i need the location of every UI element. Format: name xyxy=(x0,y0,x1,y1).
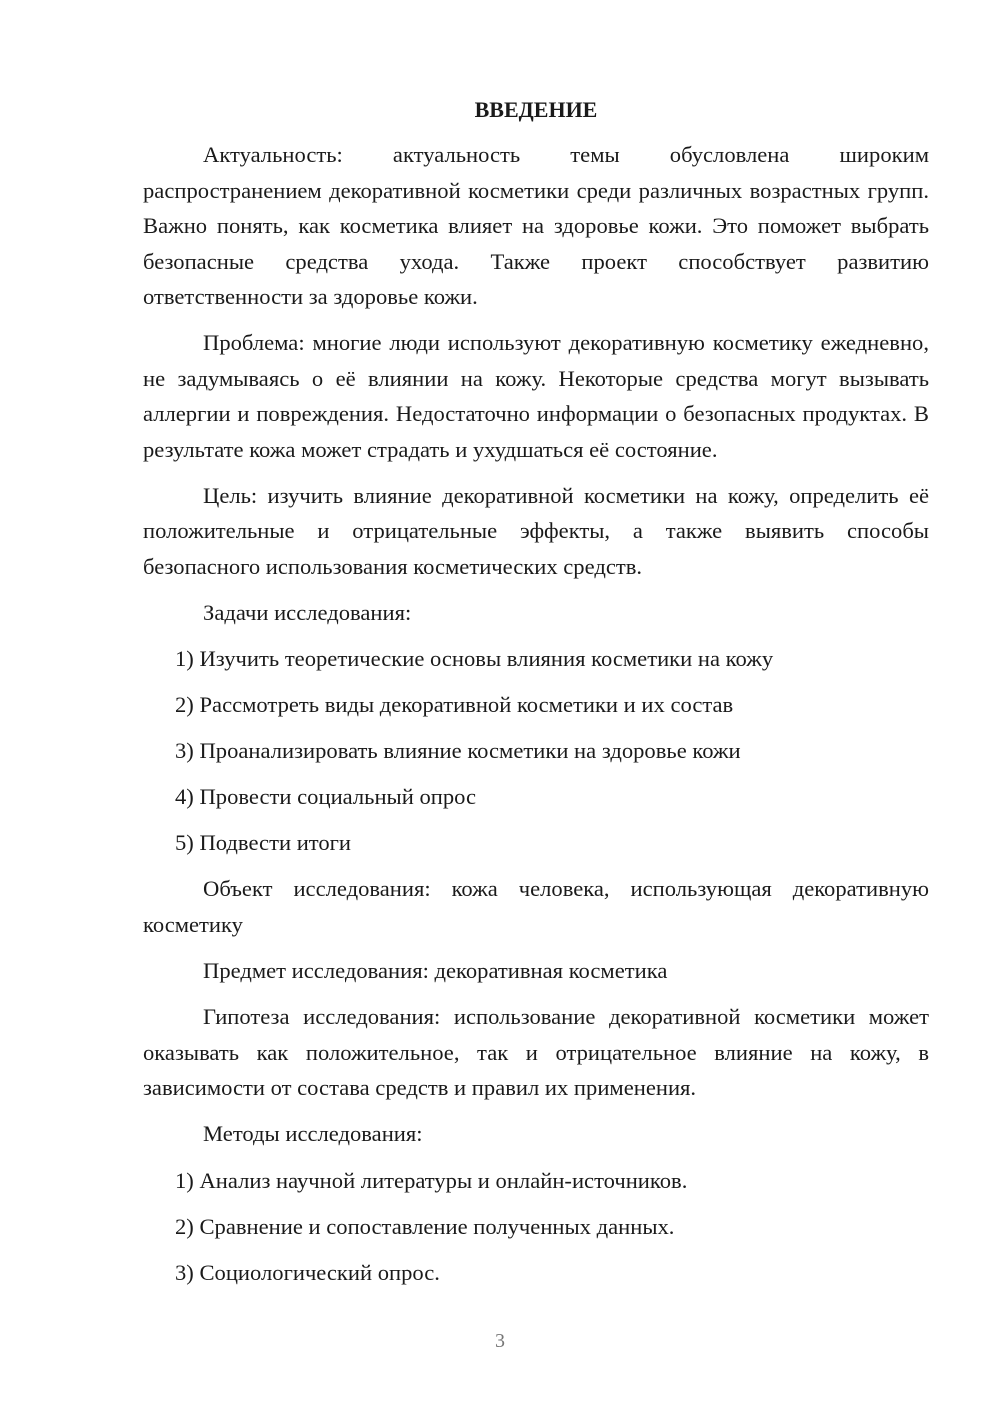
subject-paragraph: Предмет исследования: декоративная косметика xyxy=(203,957,668,983)
task-item: 4) Провести социальный опрос xyxy=(175,784,477,809)
goal-paragraph: Цель: изучить влияние декоративной косметики на кожу, определить её положительные и отрицательные эффекты, а также выявить способы безопасного использования косметических средств. xyxy=(143,482,929,579)
method-item: 1) Анализ научной литературы и онлайн-источников. xyxy=(175,1167,688,1193)
task-item: 3) Проанализировать влияние косметики на здоровье кожи xyxy=(175,738,741,763)
hypothesis-paragraph: Гипотеза исследования: использование декоративной косметики может оказывать как положительное, так и отрицательное влияние на кожу, в зависимости от состава средств и правил их применения. xyxy=(143,1004,929,1100)
task-item: 2) Рассмотреть виды декоративной косметики и их состав xyxy=(175,692,734,717)
task-item: 1) Изучить теоретические основы влияния косметики на кожу xyxy=(175,646,774,671)
tasks-heading: Задачи исследования: xyxy=(203,599,412,625)
page-title: ВВЕДЕНИЕ xyxy=(474,97,598,122)
task-item: 5) Подвести итоги xyxy=(175,830,352,855)
methods-heading: Методы исследования: xyxy=(203,1121,423,1146)
relevance-paragraph: Актуальность: актуальность темы обусловлена широким распространением декоративной косметики среди различных возрастных групп. Важно понять, как косметика влияет на здоровье кожи. Это поможет выбрать безопасные средства ухода. Также проект способствует развитию ответственности за здоровье кожи. xyxy=(143,142,929,309)
object-paragraph: Объект исследования: кожа человека, использующая декоративную косметику xyxy=(143,876,929,937)
problem-paragraph: Проблема: многие люди используют декоративную косметику ежедневно, не задумываясь о её влиянии на кожу. Некоторые средства могут вызывать аллергии и повреждения. Недостаточно информации о безопасных продуктах. В результате кожа может страдать и ухудшаться её состояние. xyxy=(143,330,929,462)
method-item: 2) Сравнение и сопоставление полученных данных. xyxy=(175,1213,675,1239)
page-content xyxy=(143,92,929,1301)
page-number: 3 xyxy=(495,1330,505,1352)
method-item: 3) Социологический опрос. xyxy=(175,1259,440,1285)
